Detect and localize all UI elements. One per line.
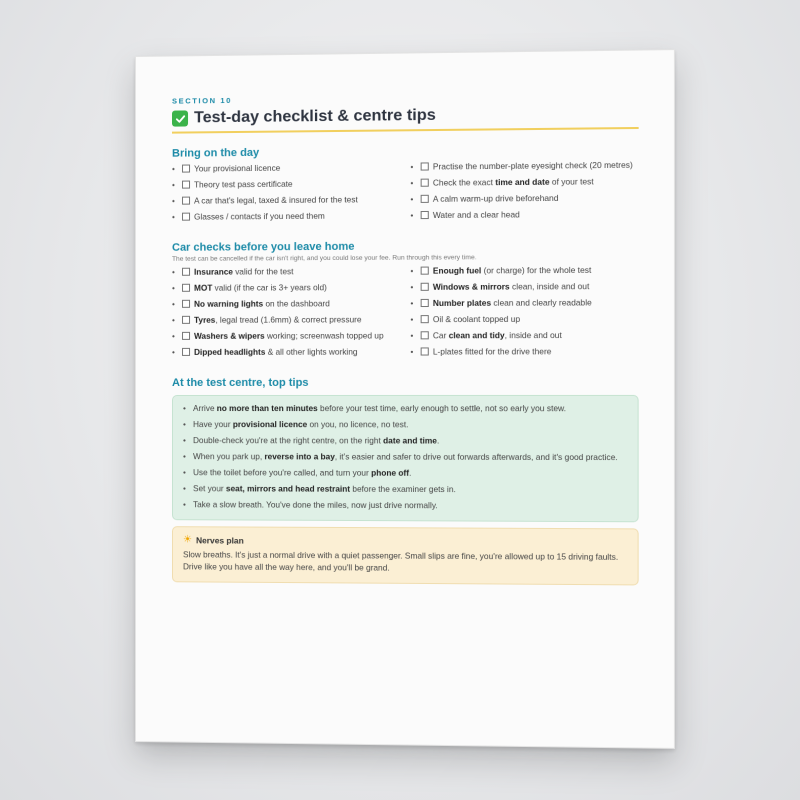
car-note: The test can be cancelled if the car isn't right, and you could lose your fee. Run through this every time.	[172, 254, 477, 263]
check-box-icon	[172, 110, 188, 126]
checkbox-icon	[182, 165, 190, 173]
bold-text: Windows & mirrors	[432, 282, 510, 292]
item-text: A car that's legal, taxed & insured for the test	[194, 195, 358, 206]
item-text: Use the toilet before you're called, and turn your	[193, 468, 372, 478]
checkbox-icon	[421, 267, 429, 275]
bring-list-right	[410, 160, 638, 227]
bold-text: Washers & wipers	[194, 331, 265, 341]
list-item	[410, 297, 638, 309]
list-item	[183, 403, 627, 414]
item-text: clean, inside and out	[509, 282, 590, 292]
title-rule	[172, 127, 639, 134]
item-text: Arrive	[193, 404, 217, 414]
item-text: & all other lights working	[265, 347, 358, 357]
bold-text: No warning lights	[194, 299, 264, 309]
list-item	[172, 194, 396, 207]
checkbox-icon	[182, 268, 190, 276]
section-label: SECTION 10	[172, 95, 232, 106]
list-item	[172, 162, 396, 175]
item-text: Check the exact	[432, 178, 496, 188]
list-item	[172, 298, 396, 310]
item-text: working; screenwash topped up	[264, 331, 384, 341]
bold-text: date and time	[383, 436, 437, 446]
item-text: Practise the number-plate eyesight check (20 metres)	[432, 160, 633, 172]
bring-list-left	[172, 162, 396, 228]
item-text: on the dashboard	[263, 299, 330, 309]
item-text: Water and a clear head	[432, 210, 520, 221]
checkbox-icon	[182, 213, 190, 221]
checkbox-icon	[421, 299, 429, 307]
tips-box	[172, 395, 639, 522]
item-text: before your test time, early enough to settle, not so early you stew.	[317, 404, 567, 414]
checkbox-icon	[182, 181, 190, 189]
item-text: clean and clearly readable	[491, 298, 592, 308]
car-heading: Car checks before you leave home	[172, 240, 355, 254]
page-content	[172, 91, 639, 585]
checkbox-icon	[421, 211, 429, 219]
list-item	[410, 281, 638, 293]
title-row	[172, 105, 639, 128]
checkbox-icon	[421, 195, 429, 203]
item-text: valid (if the car is 3+ years old)	[212, 283, 327, 293]
item-text: Your provisional licence	[194, 163, 281, 174]
item-text: valid for the test	[232, 267, 294, 277]
checkbox-icon	[421, 315, 429, 323]
item-text: When you park up,	[193, 452, 265, 462]
sun-icon: ☀	[183, 534, 193, 546]
car-list-right	[410, 265, 638, 363]
checkbox-icon	[421, 283, 429, 291]
car-list-left	[172, 266, 396, 363]
item-text: Oil & coolant topped up	[432, 314, 521, 325]
bold-text: reverse into a bay	[264, 452, 335, 462]
item-text: Double-check you're at the right centre, on the right	[193, 436, 384, 446]
checkbox-icon	[182, 197, 190, 205]
checkbox-icon	[421, 347, 429, 355]
bold-text: clean and tidy	[448, 331, 505, 341]
bring-heading: Bring on the day	[172, 146, 260, 160]
bold-text: Dipped headlights	[194, 347, 266, 357]
bold-text: Tyres	[194, 315, 216, 325]
nerves-heading-row	[183, 534, 627, 547]
bold-text: Number plates	[432, 298, 492, 308]
list-item	[410, 313, 638, 325]
document-page	[135, 49, 675, 749]
item-text: on you, no licence, no test.	[307, 420, 409, 430]
list-item	[183, 467, 627, 479]
item-text: , it's easier and safer to drive out forwards afterwards, and it's good practice.	[334, 452, 618, 463]
checkbox-icon	[182, 300, 190, 308]
list-item	[172, 330, 396, 342]
bold-text: Insurance	[194, 267, 233, 277]
nerves-heading: Nerves plan	[196, 534, 244, 546]
list-item	[172, 314, 396, 326]
list-item	[172, 178, 396, 191]
nerves-box	[172, 526, 639, 585]
bold-text: Enough fuel	[432, 266, 482, 276]
bold-text: MOT	[194, 283, 213, 293]
checkbox-icon	[421, 162, 429, 170]
list-item	[183, 435, 627, 447]
item-text: Theory test pass certificate	[194, 179, 293, 190]
item-text: A calm warm-up drive beforehand	[432, 193, 559, 204]
bold-text: time and date	[495, 177, 550, 188]
checkbox-icon	[182, 316, 190, 324]
list-item	[410, 330, 638, 342]
item-text: , inside and out	[504, 330, 562, 341]
tips-list	[183, 403, 627, 512]
bold-text: phone off	[371, 468, 410, 478]
item-text: Glasses / contacts if you need them	[194, 211, 325, 222]
list-item	[410, 265, 638, 277]
page-title: Test-day checklist & centre tips	[194, 106, 436, 127]
item-text: before the examiner gets in.	[350, 484, 456, 495]
bold-text: seat, mirrors and head restraint	[225, 484, 351, 494]
checkbox-icon	[182, 348, 190, 356]
list-item	[172, 346, 396, 357]
item-text: .	[409, 468, 412, 478]
bring-columns	[172, 160, 639, 228]
item-text: L-plates fitted for the drive there	[432, 347, 552, 357]
item-text: Take a slow breath. You've done the miles, now just drive normally.	[193, 500, 438, 511]
bold-text: provisional licence	[232, 420, 308, 430]
checkbox-icon	[182, 332, 190, 340]
list-item	[172, 282, 396, 294]
item-text: (or charge) for the whole test	[481, 265, 592, 276]
checkbox-icon	[421, 179, 429, 187]
checkbox-icon	[421, 331, 429, 339]
item-text: Have your	[193, 420, 233, 430]
list-item	[183, 483, 627, 496]
bold-text: no more than ten minutes	[216, 404, 318, 414]
item-text: Car	[432, 331, 449, 341]
item-text: Set your	[193, 484, 226, 494]
nerves-body: Slow breaths. It's just a normal drive with a quiet passenger. Small slips are fine, you're allowed up to 15 driving faults. Drive like you have all the way here, and you'll be grand.	[183, 550, 619, 573]
list-item	[183, 419, 627, 431]
tips-heading: At the test centre, top tips	[172, 376, 309, 389]
item-text: of your test	[549, 177, 594, 187]
list-item	[172, 210, 396, 223]
list-item	[183, 499, 627, 512]
list-item	[183, 451, 627, 463]
list-item	[410, 176, 638, 189]
car-columns	[172, 265, 639, 363]
list-item	[410, 208, 638, 221]
item-text: .	[436, 436, 440, 446]
list-item	[410, 192, 638, 205]
list-item	[172, 266, 396, 278]
checkbox-icon	[182, 284, 190, 292]
list-item	[410, 160, 638, 173]
item-text: , legal tread (1.6mm) & correct pressure	[215, 315, 362, 325]
list-item	[410, 346, 638, 358]
